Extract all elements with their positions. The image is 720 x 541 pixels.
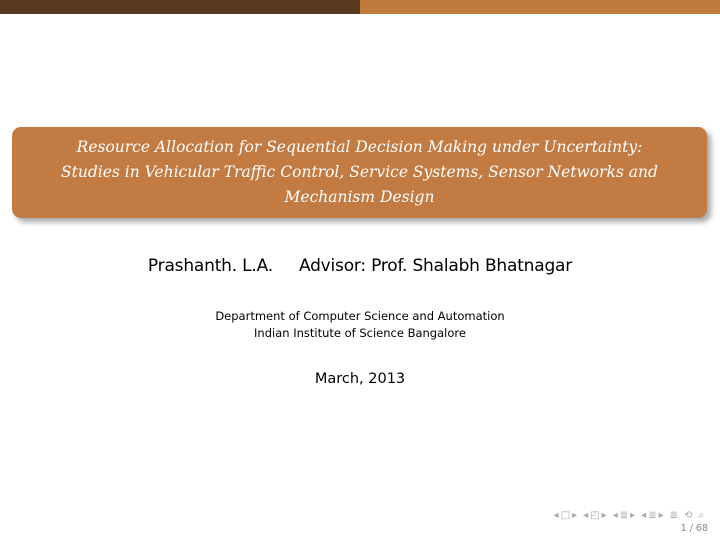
subsection-prev-icon[interactable]: ◂	[612, 510, 618, 521]
align-icon[interactable]: ≣	[669, 510, 678, 521]
subsection-next-icon[interactable]: ▸	[630, 510, 636, 521]
slide-next-icon[interactable]: ▸	[572, 510, 578, 521]
title-line-1: Resource Allocation for Sequential Decision Making under Uncertainty:	[76, 138, 643, 156]
advisor-name: Advisor: Prof. Shalabh Bhatnagar	[298, 256, 573, 276]
title-line-3: Mechanism Design	[284, 188, 435, 206]
presentation-date: March, 2013	[314, 371, 406, 387]
author-line	[0, 256, 720, 276]
frame-next-icon[interactable]: ▸	[601, 510, 607, 521]
zoom-icon[interactable]: ⌕	[698, 510, 704, 521]
institute-name: Indian Institute of Science Bangalore	[254, 326, 466, 340]
top-bar-left	[0, 0, 360, 14]
title-block	[12, 127, 707, 218]
institute-block	[0, 308, 720, 342]
page-number: 1 / 68	[680, 523, 708, 534]
slide-prev-icon[interactable]: ◂	[553, 510, 559, 521]
frame-prev-icon[interactable]: ◂	[583, 510, 589, 521]
section-nav-group	[641, 509, 663, 523]
title-line-2: Studies in Vehicular Traffic Control, Service Systems, Sensor Networks and	[61, 163, 658, 181]
slide-title	[40, 135, 680, 210]
subsection-nav-group	[613, 509, 635, 523]
frame-icon[interactable]: ◰	[590, 510, 600, 521]
slide-icon[interactable]: □	[560, 510, 571, 521]
author-name: Prashanth. L.A.	[147, 256, 273, 276]
frame-nav-group	[583, 509, 607, 523]
back-icon[interactable]: ⟲	[684, 510, 693, 521]
section-icon[interactable]: ≣	[648, 510, 657, 521]
slide-nav-group	[554, 509, 578, 523]
subsection-icon[interactable]: ≣	[619, 510, 629, 521]
top-color-bar	[0, 0, 720, 14]
section-next-icon[interactable]: ▸	[658, 510, 664, 521]
section-prev-icon[interactable]: ◂	[641, 510, 647, 521]
beamer-navigation-bar	[554, 509, 704, 523]
department-name: Department of Computer Science and Automation	[215, 309, 505, 323]
top-bar-right	[360, 0, 720, 14]
